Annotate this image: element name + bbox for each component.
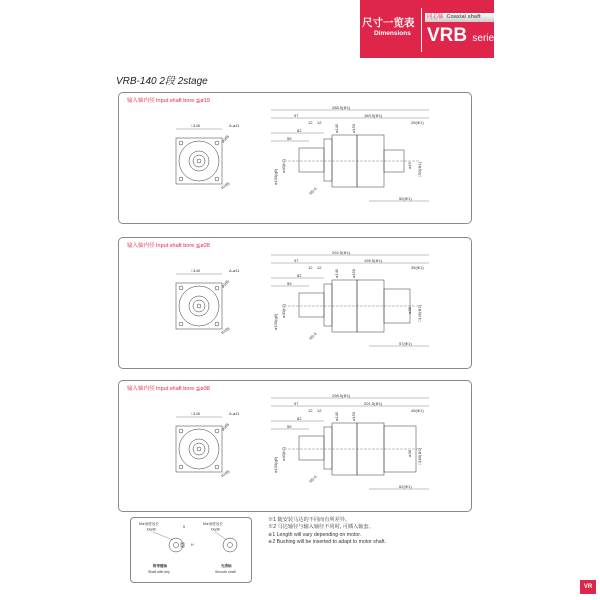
- dim-motor-square: □135(※1): [417, 304, 422, 322]
- dim-outer-dia: ø130(g6): [273, 456, 278, 473]
- dim-dia-a: ø145: [334, 123, 339, 133]
- series-header: [360, 0, 500, 58]
- dim-chamfer: R0.4: [308, 186, 318, 196]
- dim-dia-b: ø150: [351, 411, 356, 421]
- mount-hole: [215, 465, 219, 469]
- mount-hole: [179, 465, 183, 469]
- dim-rest: 195.5(※1): [364, 258, 383, 263]
- page-tag: VR: [580, 580, 596, 594]
- left-caption: 附带键轴: [153, 564, 167, 568]
- shaft-circle: [193, 155, 205, 167]
- left-note-en: Depth: [147, 527, 157, 532]
- dim-chamfer: R0.4: [308, 474, 318, 484]
- dim-bore: ø19: [407, 162, 412, 169]
- hub-circle: [189, 296, 209, 316]
- dim-l55: 55: [287, 424, 292, 429]
- dim-l82: 82: [297, 273, 302, 278]
- output-shaft: [299, 148, 324, 172]
- dim-square: □140: [191, 411, 201, 416]
- drawing-section: [118, 237, 472, 369]
- note: ※2 Bushing will be inserted to adapt to motor shaft.: [268, 538, 386, 545]
- mount-hole: [215, 429, 219, 433]
- output-flange: [324, 139, 332, 181]
- note: ※1 随安装马达的不同而有所差异。: [268, 517, 351, 523]
- smooth-shaft-circle: [223, 538, 237, 552]
- dim-total: 288.5(※1): [332, 105, 351, 110]
- dim-holes: A-ø11: [229, 268, 240, 273]
- right-caption: 光滑轴: [221, 564, 232, 568]
- dim-l55: 55: [287, 136, 292, 141]
- dim-total: 292.5(※1): [332, 250, 351, 255]
- hub-circle: [189, 439, 209, 459]
- shaft-circle: [193, 443, 205, 455]
- header-tag: [425, 13, 494, 22]
- dim-l97: 97: [294, 113, 299, 118]
- note: ※2 马达轴径与输入轴径不同时, 可插入轴套。: [268, 524, 374, 531]
- flange-square: [176, 426, 222, 472]
- dim-d2: ø185: [220, 180, 231, 190]
- shaft-circle: [193, 300, 205, 312]
- drawing-svg: [119, 238, 471, 368]
- series-name: [427, 25, 499, 47]
- dim-flange-len: 25(※1): [411, 120, 424, 125]
- dim-motor-square: □180(※1): [417, 447, 422, 465]
- page-title: VRB-140 2段 2stage: [116, 76, 208, 87]
- dim-dia-b: ø150: [351, 123, 356, 133]
- mount-hole: [215, 286, 219, 290]
- tag-en: Coaxial shaft: [446, 14, 481, 20]
- section-label: 输入轴内径 Input shaft bore ≦ø38: [127, 386, 210, 392]
- shaft-detail-box: [130, 517, 252, 583]
- header-title-en: Dimensions: [374, 30, 411, 37]
- left-note: M※深度加长: [139, 522, 159, 526]
- dim-l12a: 12: [308, 265, 313, 270]
- right-note: M※深度加长: [203, 522, 223, 526]
- dim-holes: A-ø11: [229, 123, 240, 128]
- dim-l12b: 12: [317, 120, 322, 125]
- dim-d2: ø185: [220, 325, 231, 335]
- dim-l12a: 12: [308, 408, 313, 413]
- dim-outer-dia: ø130(g6): [273, 168, 278, 185]
- note: ※1 Length will vary depending on motor.: [268, 531, 362, 538]
- series-sub: series: [472, 33, 500, 44]
- dim-dia-a: ø145: [334, 411, 339, 421]
- smooth-shaft-hole: [228, 543, 233, 548]
- dim-l12b: 12: [317, 408, 322, 413]
- dim-l82: 82: [297, 128, 302, 133]
- mount-hole: [179, 141, 183, 145]
- dim-square: □140: [191, 268, 201, 273]
- dim-motor-len: 50(※1): [399, 196, 412, 201]
- dim-l97: 97: [294, 401, 299, 406]
- dim-motor-len: 62(※1): [399, 484, 412, 489]
- mount-hole: [215, 177, 219, 181]
- flange-square: [176, 138, 222, 184]
- hub-circle: [189, 151, 209, 171]
- right-caption-en: Smooth shaft: [215, 570, 236, 574]
- dim-l55: 55: [287, 281, 292, 286]
- flange-circle: [179, 141, 219, 181]
- flange-square: [176, 283, 222, 329]
- bore-circle: [197, 304, 201, 308]
- dim-rest: 201.5(※1): [364, 401, 383, 406]
- output-shaft: [299, 436, 324, 460]
- dim-motor-square: □90(※1): [417, 161, 422, 177]
- dim-l97: 97: [294, 258, 299, 263]
- dim-shaft-dia: ø40(h7): [281, 158, 286, 173]
- mount-hole: [179, 286, 183, 290]
- dim-flange-len: 45(※1): [411, 408, 424, 413]
- mount-hole: [179, 322, 183, 326]
- dim-dia-b: ø150: [351, 268, 356, 278]
- flange-circle: [179, 429, 219, 469]
- drawing-section: [118, 380, 472, 512]
- drawing-section: [118, 92, 472, 224]
- bore-circle: [197, 447, 201, 451]
- keyed-shaft-hole: [174, 543, 179, 548]
- bore-circle: [197, 159, 201, 163]
- dim-chamfer: R0.4: [308, 331, 318, 341]
- dim-shaft-dia: ø40(h7): [281, 446, 286, 461]
- dim-l12b: 12: [317, 265, 322, 270]
- dim-total: 298.5(※1): [332, 393, 351, 398]
- section-label: 输入轴内径 Input shaft bore ≦ø28: [127, 243, 210, 249]
- mount-hole: [215, 322, 219, 326]
- dim-d1: ø165: [220, 278, 231, 289]
- left-caption-en: Shaft with key: [148, 570, 170, 574]
- dim-outer-dia: ø130(g6): [273, 313, 278, 330]
- dim-bore: ø38: [407, 450, 412, 457]
- series-main: VRB: [427, 25, 468, 46]
- output-flange: [324, 427, 332, 469]
- dim-d1: ø165: [220, 133, 231, 144]
- dim-dia-a: ø145: [334, 268, 339, 278]
- flange-circle: [179, 286, 219, 326]
- header-divider: [421, 8, 422, 52]
- dim-d1: ø165: [220, 421, 231, 432]
- output-flange: [324, 284, 332, 326]
- dim-square: □140: [191, 123, 201, 128]
- dim-shaft-dia: ø40(h7): [281, 303, 286, 318]
- leader-line: [153, 532, 173, 540]
- dim-motor-len: 57(※1): [399, 341, 412, 346]
- leader-line: [215, 532, 227, 540]
- tag-cn: 同芯轴: [427, 14, 444, 20]
- output-shaft: [299, 293, 324, 317]
- key-width: 5: [183, 525, 185, 529]
- footnotes: [268, 517, 386, 546]
- mount-hole: [179, 177, 183, 181]
- mount-hole: [215, 141, 219, 145]
- dim-flange-len: 35(※1): [411, 265, 424, 270]
- right-note-en: Depth: [211, 527, 221, 532]
- header-title-cn: 尺寸一览表: [362, 17, 415, 29]
- drawing-svg: [119, 381, 471, 511]
- key-height: H: [191, 543, 194, 547]
- dim-l12a: 12: [308, 120, 313, 125]
- dim-l82: 82: [297, 416, 302, 421]
- dim-bore: ø28: [407, 307, 412, 314]
- key-slot: [181, 543, 184, 547]
- drawing-svg: [119, 93, 471, 223]
- dim-holes: A-ø11: [229, 411, 240, 416]
- section-label: 输入轴内径 Input shaft bore ≦ø19: [127, 98, 210, 104]
- dim-d2: ø185: [220, 468, 231, 478]
- mount-hole: [179, 429, 183, 433]
- dim-rest: 189.5(※1): [364, 113, 383, 118]
